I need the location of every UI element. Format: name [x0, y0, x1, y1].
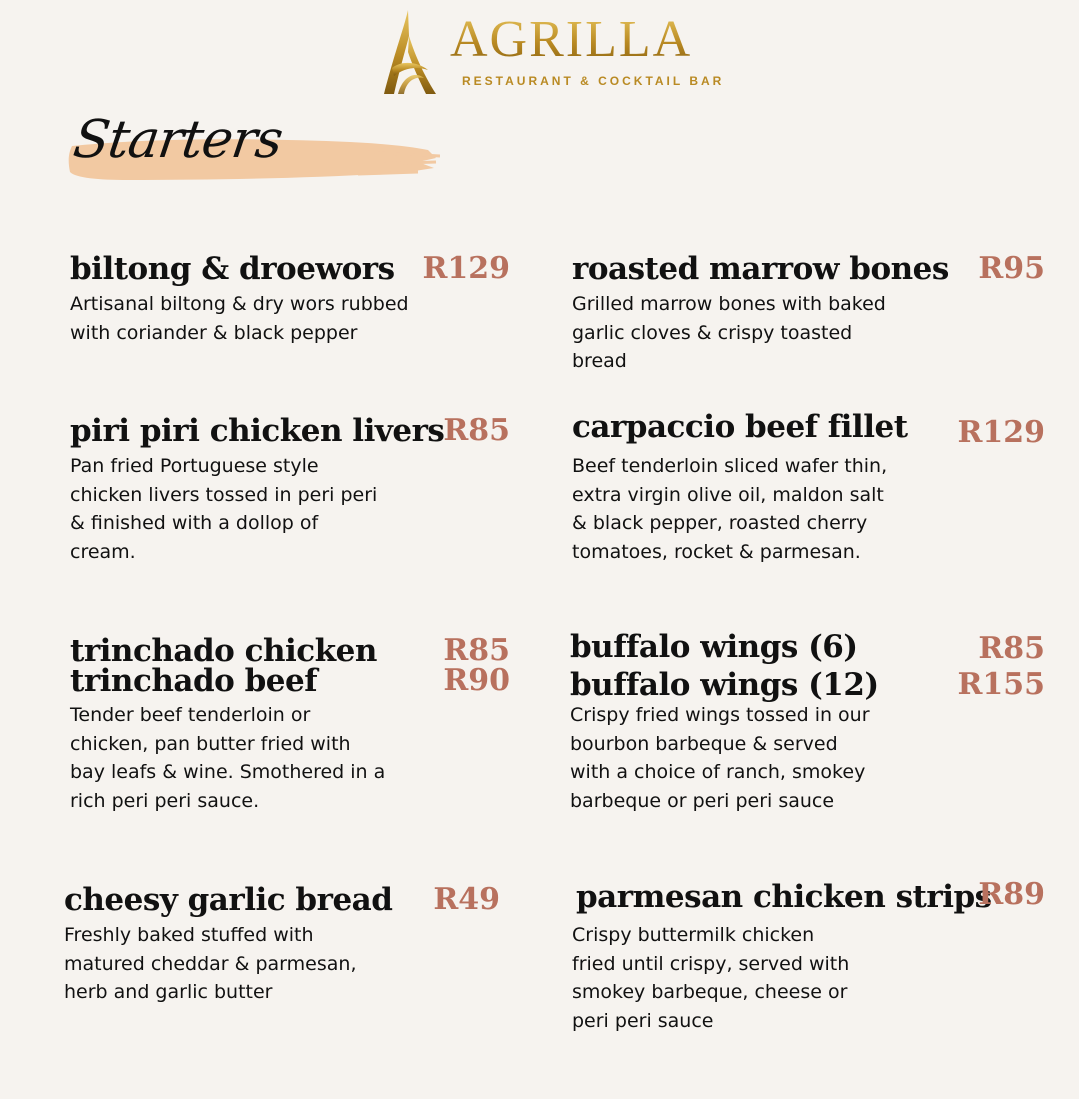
- menu-item-description: Artisanal biltong & dry wors rubbed with coriander & black pepper: [70, 293, 409, 344]
- menu-item-name: piri piri chicken livers: [70, 413, 445, 449]
- menu-item-price-secondary: R90: [443, 663, 510, 698]
- menu-item-price-secondary: R155: [957, 667, 1045, 702]
- menu-item-name: biltong & droewors: [70, 251, 395, 287]
- brand-tagline: RESTAURANT & COCKTAIL BAR: [462, 74, 725, 88]
- gold-leaf-a-logo-icon: [378, 8, 440, 98]
- menu-item-name-secondary: trinchado beef: [70, 663, 318, 699]
- menu-item-description: Beef tenderloin sliced wafer thin, extra virgin olive oil, maldon salt & black pepper, roasted cherry tomatoes, rocket & parmesan.: [572, 455, 888, 563]
- menu-item-price: R49: [433, 882, 500, 917]
- menu-item-name: parmesan chicken strips: [576, 879, 992, 915]
- menu-item-name: cheesy garlic bread: [64, 882, 393, 918]
- section-title: Starters: [69, 110, 286, 170]
- menu-item-description: Crispy fried wings tossed in our bourbon barbeque & served with a choice of ranch, smokey barbeque or peri peri sauce: [570, 704, 870, 812]
- menu-item-name-secondary: buffalo wings (12): [570, 667, 879, 703]
- menu-item-name: carpaccio beef fillet: [572, 409, 908, 445]
- menu-item-price: R129: [957, 415, 1045, 450]
- menu-item-name: roasted marrow bones: [572, 251, 949, 287]
- menu-item-price: R85: [443, 413, 510, 448]
- menu-item-description: Freshly baked stuffed with matured cheddar & parmesan, herb and garlic butter: [64, 924, 357, 1003]
- menu-item-description: Tender beef tenderloin or chicken, pan butter fried with bay leafs & wine. Smothered in a rich peri peri sauce.: [70, 704, 386, 812]
- menu-item-price: R85: [443, 633, 510, 668]
- menu-item-price: R85: [978, 631, 1045, 666]
- menu-item-price: R89: [978, 877, 1045, 912]
- menu-item-name: buffalo wings (6): [570, 629, 858, 665]
- menu-item-description: Grilled marrow bones with baked garlic cloves & crispy toasted bread: [572, 293, 886, 372]
- menu-item-name: trinchado chicken: [70, 633, 377, 669]
- menu-item-price: R95: [978, 251, 1045, 286]
- menu-item-description: Crispy buttermilk chicken fried until crispy, served with smokey barbeque, cheese or peri peri sauce: [572, 924, 850, 1032]
- menu-item-description: Pan fried Portuguese style chicken livers tossed in peri peri & finished with a dollop of cream.: [70, 455, 378, 563]
- menu-item-price: R129: [422, 251, 510, 286]
- brand-name: AGRILLA: [450, 11, 693, 68]
